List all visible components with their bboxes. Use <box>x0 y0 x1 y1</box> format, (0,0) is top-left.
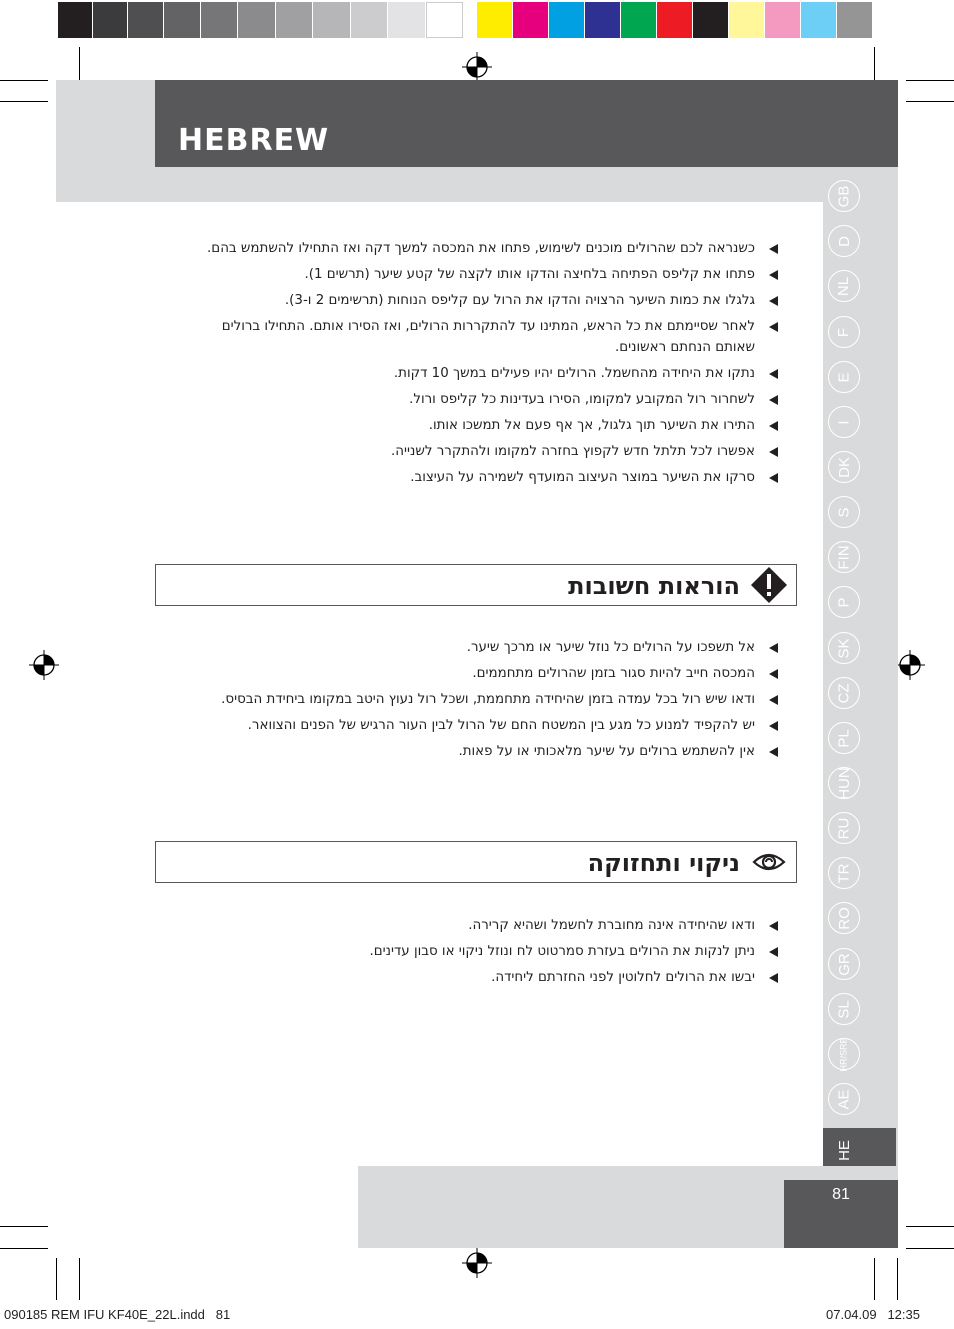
cleaning-list <box>178 915 778 993</box>
language-tab-label: S <box>835 506 853 518</box>
bullet-triangle-icon <box>769 747 778 757</box>
list-item <box>178 363 778 384</box>
registration-mark-icon <box>462 1248 492 1278</box>
list-item <box>178 389 778 410</box>
language-tab-label: TR <box>835 863 853 883</box>
bullet-triangle-icon <box>769 695 778 705</box>
color-swatch <box>463 2 477 38</box>
bullet-triangle-icon <box>769 643 778 653</box>
page-number: 81 <box>832 1186 850 1203</box>
cleaning-section-header <box>155 841 797 883</box>
language-tab-fin[interactable] <box>828 541 860 573</box>
language-tab-hr-srb[interactable] <box>828 1038 860 1070</box>
language-tab-label: GR <box>835 952 853 976</box>
language-tab-p[interactable] <box>828 586 860 618</box>
list-item-text: ניתן לנקות את הרולים בעזרת סמרטוט לח ונוזל ניקוי או סבון עדינים. <box>369 944 755 959</box>
color-swatch <box>388 2 426 38</box>
list-item <box>178 715 778 736</box>
list-item <box>178 467 778 488</box>
language-tab-cz[interactable] <box>828 677 860 709</box>
language-tab-dk[interactable] <box>828 451 860 483</box>
bullet-triangle-icon <box>769 296 778 306</box>
bullet-triangle-icon <box>769 447 778 457</box>
color-swatch <box>549 2 585 38</box>
color-swatch <box>837 2 873 38</box>
crop-mark <box>906 1248 954 1249</box>
list-item-text: כשנראה לכם שהרולים מוכנים לשימוש, פתחו את המכסה למשך דקה ואז התחילו להשתמש בהם. <box>207 241 755 256</box>
list-item-text: פתחו את קליפס הפתיחה בלחיצה והדקו אותו לקצה של קטע שיער (תרשים 1). <box>304 267 755 282</box>
color-swatch <box>657 2 693 38</box>
color-swatch <box>128 2 164 38</box>
section-icon-box <box>742 842 796 882</box>
registration-mark-icon <box>895 650 925 680</box>
language-tab-label: FIN <box>835 544 853 570</box>
language-tab-ae[interactable] <box>828 1083 860 1115</box>
language-tab-label: HUN <box>835 766 853 800</box>
color-swatch <box>426 2 463 38</box>
list-item <box>178 741 778 762</box>
registration-mark-icon <box>29 650 59 680</box>
list-item-text: יבשו את הרולים לחלוטין לפני החזרתם ליחידה. <box>491 970 755 985</box>
language-tab-label: HE <box>835 1139 853 1161</box>
language-tab-label: I <box>835 419 853 425</box>
cleaning-section-title: ניקוי ותחזוקה <box>587 849 740 877</box>
list-item-text: גלגלו את כמות השיער הרצויה והדקו את הרול עם קליפס הנוחות (תרשימים 2 ו-3). <box>284 293 755 308</box>
list-item <box>178 441 778 462</box>
crop-mark <box>79 1258 80 1300</box>
list-item <box>178 316 778 358</box>
list-item <box>178 689 778 710</box>
eye-icon <box>742 842 796 882</box>
list-item-text: לשחרור רול המקובע למקומו, הסירו בעדינות כל קליפס ורול. <box>409 392 755 407</box>
bullet-triangle-icon <box>769 947 778 957</box>
section-icon-box <box>742 565 796 605</box>
color-swatch <box>477 2 513 38</box>
language-tab-ro[interactable] <box>828 902 860 934</box>
list-item-text: המכסה חייב להיות סגור בזמן שהרולים מתחממים. <box>472 666 755 681</box>
color-swatch <box>729 2 765 38</box>
print-slug-file: 090185 REM IFU KF40E_22L.indd 81 <box>4 1307 231 1322</box>
list-item-text: אל תשפכו על הרולים כל נוזל שיער או מרכך שיער. <box>466 640 755 655</box>
language-tab-label: E <box>835 371 853 383</box>
language-tab-label: P <box>835 596 853 608</box>
language-tab-label: NL <box>835 276 853 296</box>
list-item-text: סרקו את השיער במוצר העיצוב המועדף לשמירה על העיצוב. <box>410 470 755 485</box>
list-item-text: נתקו את היחידה מהחשמל. הרולים יהיו פעילים במשך 10 דקות. <box>393 366 755 381</box>
color-swatch <box>621 2 657 38</box>
language-tab-sl[interactable] <box>828 993 860 1025</box>
bullet-triangle-icon <box>769 669 778 679</box>
language-tab-label: SL <box>835 999 853 1019</box>
language-tab-gr[interactable] <box>828 948 860 980</box>
crop-mark <box>56 1258 57 1300</box>
language-tab-label: RU <box>835 817 853 839</box>
bullet-triangle-icon <box>769 721 778 731</box>
color-swatch <box>93 2 128 38</box>
crop-mark <box>897 1258 898 1300</box>
instructions-list <box>178 238 778 493</box>
exclamation-diamond-icon <box>742 565 796 605</box>
language-tab-label: D <box>835 235 853 247</box>
color-swatch <box>276 2 313 38</box>
language-tab-gb[interactable] <box>828 180 860 212</box>
bullet-triangle-icon <box>769 473 778 483</box>
color-swatch <box>693 2 729 38</box>
color-swatch <box>313 2 351 38</box>
list-item <box>178 663 778 684</box>
language-tab-label: AE <box>835 1088 853 1110</box>
list-item-text: יש להקפיד למנוע כל מגע בין המשטח החם של הרול לבין העור הרגיש של הפנים והצוואר. <box>247 718 755 733</box>
crop-mark <box>0 80 48 81</box>
list-item <box>178 264 778 285</box>
crop-mark <box>874 1258 875 1300</box>
language-tab-label: F <box>835 327 853 337</box>
crop-mark <box>906 80 954 81</box>
color-swatch <box>201 2 238 38</box>
language-tab-label: CZ <box>835 683 853 703</box>
list-item <box>178 415 778 436</box>
color-swatch <box>765 2 801 38</box>
language-tab-hun[interactable] <box>828 767 860 799</box>
color-swatch <box>801 2 837 38</box>
color-swatch <box>513 2 549 38</box>
color-swatch <box>164 2 201 38</box>
bullet-triangle-icon <box>769 369 778 379</box>
language-tab-label: RO <box>835 906 853 930</box>
bullet-triangle-icon <box>769 921 778 931</box>
language-tab-label: HR/SRB <box>838 1036 849 1072</box>
language-tab-sk[interactable] <box>828 632 860 664</box>
bullet-triangle-icon <box>769 322 778 332</box>
list-item <box>178 238 778 259</box>
crop-mark <box>906 101 954 102</box>
list-item-text: התירו את השיער תוך גלגול, אך אף פעם אל תמשכו אותו. <box>428 418 755 433</box>
bullet-triangle-icon <box>769 244 778 254</box>
language-tab-label: DK <box>835 456 853 478</box>
language-tab-ru[interactable] <box>828 812 860 844</box>
list-item-text: אין להשתמש ברולים על שיער מלאכותי או על פאות. <box>458 744 755 759</box>
bullet-triangle-icon <box>769 421 778 431</box>
safety-list <box>178 637 778 767</box>
color-swatch <box>351 2 388 38</box>
language-tab-nl[interactable] <box>828 270 860 302</box>
crop-mark <box>0 1226 48 1227</box>
list-item-text: אפשרו לכל תלתל חדש לקפוץ בחזרה למקומו ולהתקרר לשנייה. <box>391 444 755 459</box>
language-tab-s[interactable] <box>828 496 860 528</box>
bullet-triangle-icon <box>769 395 778 405</box>
color-swatch <box>585 2 621 38</box>
language-tab-he[interactable] <box>828 1134 860 1166</box>
list-item-text: לאחר שסיימתם את כל הראש, המתינו עד להתקררות הרולים, ואז הסירו אותם. התחילו ברולים שאותם הנחתם ראשונים. <box>221 319 755 355</box>
safety-section-header <box>155 564 797 606</box>
color-swatch <box>238 2 276 38</box>
language-tab-label: GB <box>835 185 853 207</box>
language-tab-d[interactable] <box>828 225 860 257</box>
language-tab-tr[interactable] <box>828 857 860 889</box>
color-swatch <box>58 2 93 38</box>
list-item <box>178 941 778 962</box>
crop-mark <box>906 1226 954 1227</box>
list-item <box>178 290 778 311</box>
crop-mark <box>0 1248 48 1249</box>
language-tab-label: PL <box>835 728 853 748</box>
list-item-text: ודאו שהיחידה אינה מחוברת לחשמל ושהיא קרירה. <box>468 918 755 933</box>
language-tab-label: SK <box>835 637 853 659</box>
list-item <box>178 915 778 936</box>
list-item-text: ודאו שיש רול בכל עמדה בזמן שהיחידה מתחממת, ושכל רול נעוץ היטב במקומו ביחידת הבסיס. <box>221 692 755 707</box>
language-tab-e[interactable] <box>828 361 860 393</box>
bullet-triangle-icon <box>769 973 778 983</box>
language-tab-f[interactable] <box>828 316 860 348</box>
bullet-triangle-icon <box>769 270 778 280</box>
crop-mark <box>0 101 48 102</box>
page-title: HEBREW <box>178 123 330 158</box>
safety-section-title: הוראות חשובות <box>568 572 740 600</box>
color-calibration-bar <box>58 2 896 38</box>
list-item <box>178 967 778 988</box>
registration-mark-icon <box>462 52 492 82</box>
language-tab-pl[interactable] <box>828 722 860 754</box>
language-tab-i[interactable] <box>828 406 860 438</box>
print-slug-date: 07.04.09 12:35 <box>826 1307 920 1322</box>
list-item <box>178 637 778 658</box>
